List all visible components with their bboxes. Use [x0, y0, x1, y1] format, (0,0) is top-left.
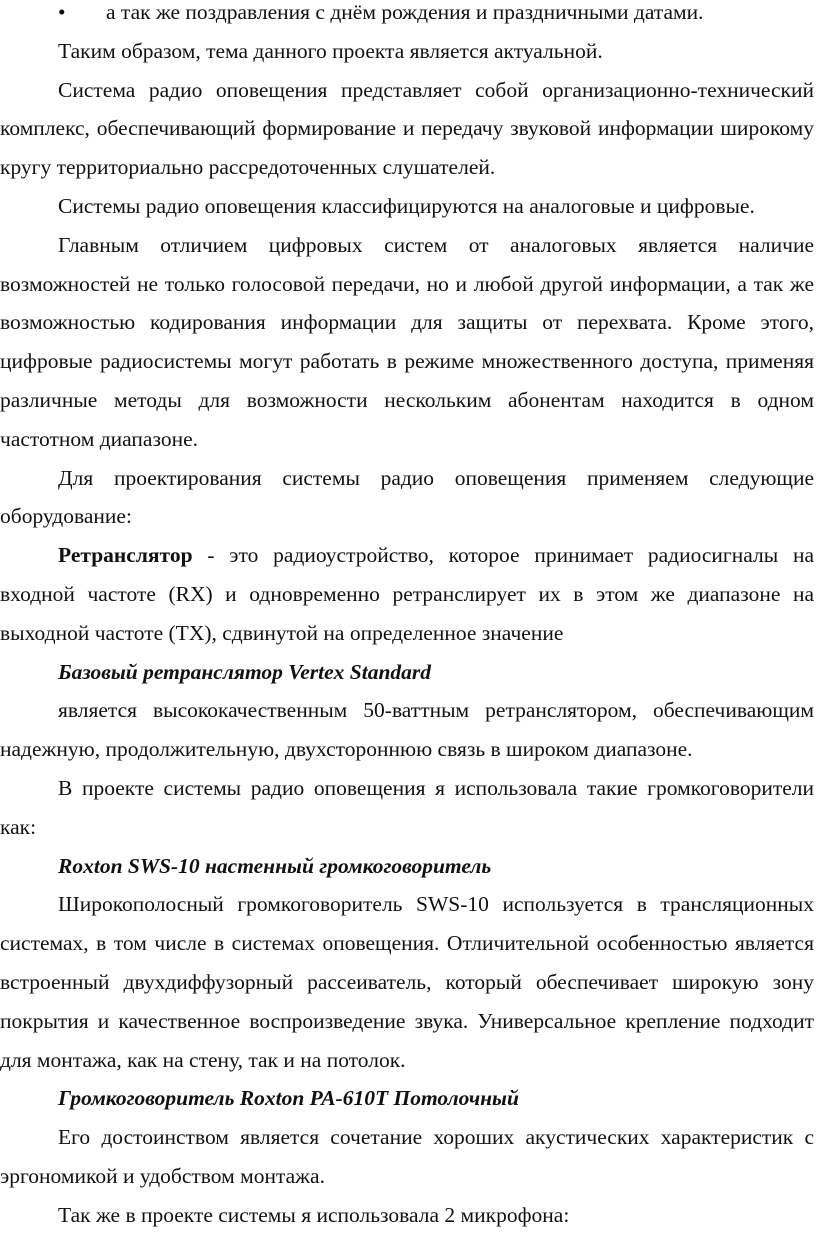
paragraph-speakers-intro: В проекте системы радио оповещения я использовала такие громкоговорители как: — [0, 775, 814, 839]
paragraph-classification: Системы радио оповещения классифицируются на аналоговые и цифровые. — [58, 193, 755, 218]
paragraph-relevance: Таким образом, тема данного проекта является актуальной. — [58, 38, 603, 63]
paragraph-vertex: является высококачественным 50-ваттным ретранслятором, обеспечивающим надежную, продолжительную, двухстороннюю связь в широком диапазоне. — [0, 698, 814, 762]
bullet-item — [0, 0, 816, 32]
repeater-term: Ретранслятор — [58, 543, 193, 568]
paragraph-pa610t: Его достоинством является сочетание хороших акустических характеристик с эргономикой и удобством монтажа. — [0, 1125, 814, 1188]
bullet-icon: • — [58, 0, 66, 24]
paragraph-repeater — [0, 536, 816, 652]
heading-sws10: Roxton SWS-10 настенный громкоговоритель — [58, 853, 492, 878]
paragraph-system-definition: Система радио оповещения представляет собой организационно-технический комплекс, обеспечивающий формирование и передачу звуковой информации широкому кругу территориально рассредоточенных слушателей. — [0, 77, 814, 180]
bullet-text: а так же поздравления с днём рождения и праздничными датами. — [106, 0, 704, 24]
paragraph-microphones-intro: Так же в проекте системы я использовала 2 микрофона: — [58, 1202, 570, 1227]
heading-pa610t: Громкоговоритель Roxton PA-610T Потолочный — [58, 1086, 519, 1111]
paragraph-digital-difference: Главным отличием цифровых систем от аналоговых является наличие возможностей не только голосовой передачи, но и любой другой информации, а так же возможностью кодирования информации для защиты от перехвата. Кроме этого, цифровые радиосистемы могут работать в режиме множественного доступа, применяя различные методы для возможности нескольким абонентам находится в одном частотном диапазоне. — [0, 232, 814, 451]
repeater-definition: - это радиоустройство, которое принимает радиосигналы на входной частоте (RX) и одновременно ретранслирует их в этом же диапазоне на выходной частоте (TX), сдвинутой на определенное значение — [0, 543, 814, 645]
paragraph-equipment-intro: Для проектирования системы радио оповещения применяем следующие оборудование: — [0, 465, 814, 529]
heading-vertex-repeater: Базовый ретранслятор Vertex Standard — [58, 659, 432, 684]
paragraph-sws10: Широкополосный громкоговоритель SWS-10 используется в трансляционных системах, в том числе в системах оповещения. Отличительной особенностью является встроенный двухдиффузорный рассеиватель, который обеспечивает широкую зону покрытия и качественное воспроизведение звука. Универсальное крепление подходит для монтажа, как на стену, так и на потолок. — [0, 892, 814, 1072]
